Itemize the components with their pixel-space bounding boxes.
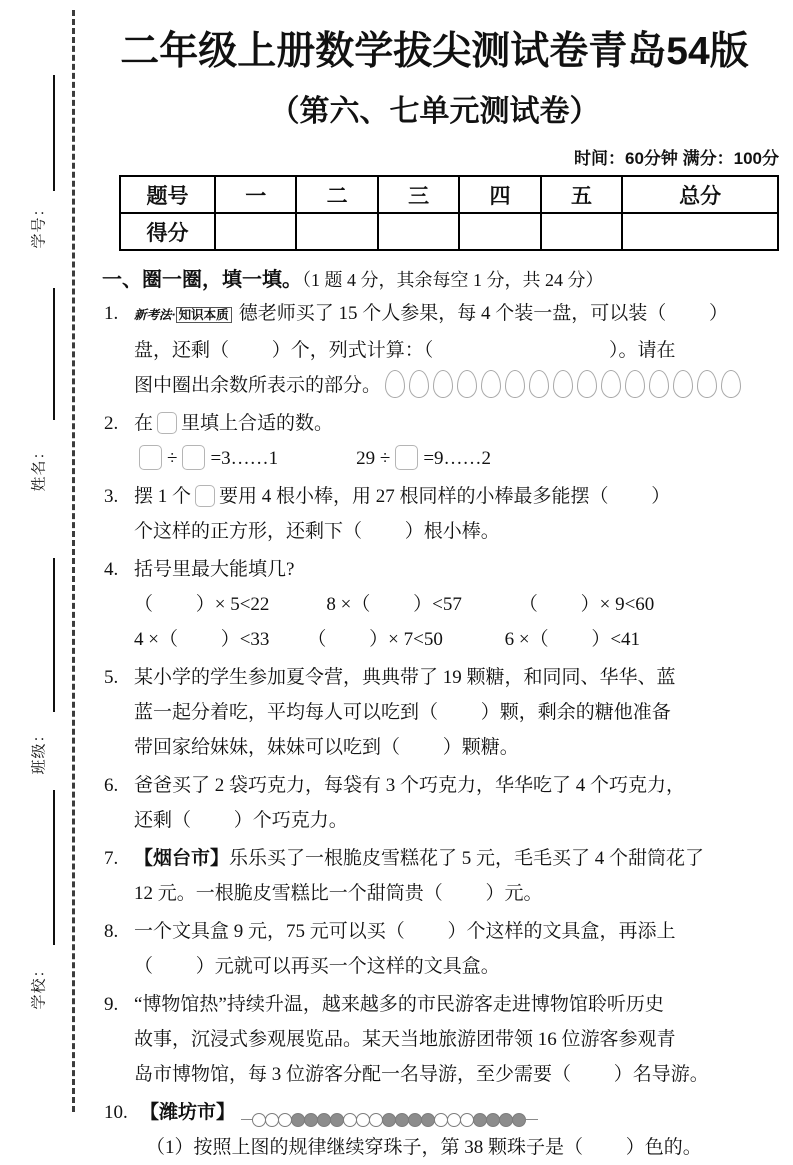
city-tag-yantai: 【烟台市】	[134, 848, 230, 869]
egg-row	[385, 370, 741, 398]
question-number: 5.	[104, 667, 119, 688]
answer-box	[157, 412, 177, 434]
bead-white	[278, 1113, 292, 1127]
score-table-header-cell: 四	[459, 176, 540, 213]
egg-shape	[409, 370, 429, 398]
sidebar-writein-line	[53, 790, 55, 945]
question-line: 还剩（ ）个巧克力。	[134, 810, 348, 831]
question-5	[104, 660, 785, 765]
question-line: 12 元。一根脆皮雪糕比一个甜筒贵（ ）元。	[134, 883, 543, 904]
score-table-header-cell: 题号	[120, 176, 215, 213]
sidebar-writein-line	[53, 288, 55, 420]
bead-white	[369, 1113, 383, 1127]
bead-gray	[330, 1113, 344, 1127]
bead-gray	[408, 1113, 422, 1127]
question-7	[104, 841, 785, 911]
score-table-header-cell: 三	[378, 176, 459, 213]
seal-dashed-line	[72, 10, 75, 1112]
question-text: 里填上合适的数。	[181, 413, 334, 434]
bead-gray	[421, 1113, 435, 1127]
sidebar-label-school: 学校：	[31, 961, 48, 1010]
egg-shape	[529, 370, 549, 398]
bead-white	[447, 1113, 461, 1127]
question-number: 9.	[104, 994, 119, 1015]
score-cell-empty	[215, 213, 296, 250]
score-cell-empty	[296, 213, 377, 250]
question-line	[134, 368, 785, 403]
string-end	[526, 1119, 538, 1120]
egg-shape	[697, 370, 717, 398]
egg-shape	[601, 370, 621, 398]
egg-shape	[553, 370, 573, 398]
question-1	[104, 296, 785, 403]
main-content	[84, 0, 793, 1165]
question-line: 爸爸买了 2 袋巧克力，每袋有 3 个巧克力，华华吃了 4 个巧克力，	[134, 775, 686, 796]
question-line: 某小学的学生参加夏令营，典典带了 19 颗糖，和同同、华华、蓝	[134, 667, 676, 688]
question-line: 蓝一起分着吃，平均每人可以吃到（ ）颗，剩余的糖他准备	[134, 702, 671, 723]
inequality-row: 4 ×（ ）<33 （ ）× 7<50 6 ×（ ）<41	[134, 629, 641, 650]
question-line	[134, 296, 785, 333]
equation-left: 29 ÷	[356, 448, 391, 469]
section-1-points-note: （1 题 4 分，其余每空 1 分，共 24 分）	[302, 270, 604, 290]
equation-line	[134, 441, 785, 476]
score-cell-empty	[378, 213, 459, 250]
divide-sign: ÷	[167, 448, 178, 469]
question-9	[104, 987, 785, 1092]
question-text: 在	[134, 413, 154, 434]
new-method-badge: 新考法·	[134, 308, 176, 322]
question-text: 摆 1 个	[134, 486, 192, 507]
bead-gray	[473, 1113, 487, 1127]
bead-white	[343, 1113, 357, 1127]
inequality-row: （ ）× 5<22 8 ×（ ）<57 （ ）× 9<60	[134, 594, 655, 615]
sub-question-1: （1）按照上图的规律继续穿珠子，第 38 颗珠子是（ ）色的。	[146, 1137, 702, 1158]
egg-shape	[481, 370, 501, 398]
answer-box	[195, 485, 215, 507]
score-table-header-cell: 二	[296, 176, 377, 213]
egg-shape	[625, 370, 645, 398]
question-line	[134, 479, 785, 514]
bead-white	[460, 1113, 474, 1127]
score-table-header-cell: 一	[215, 176, 296, 213]
seal-margin-sidebar	[0, 0, 84, 1122]
bead-gray	[291, 1113, 305, 1127]
question-line	[134, 406, 785, 441]
egg-shape	[385, 370, 405, 398]
egg-shape	[433, 370, 453, 398]
equation-result: =9……2	[423, 448, 492, 469]
bead-white	[265, 1113, 279, 1127]
question-line: 一个文具盒 9 元，75 元可以买（ ）个这样的文具盒，再添上	[134, 921, 676, 942]
question-line: 盘，还剩（ ）个，列式计算：（ ）。请在	[134, 340, 676, 361]
question-line	[134, 841, 785, 876]
exam-time-score-info: 时间：60分钟 满分：100分	[574, 149, 779, 168]
answer-box	[395, 445, 418, 470]
bead-gray	[317, 1113, 331, 1127]
question-2	[104, 406, 785, 476]
egg-shape	[721, 370, 741, 398]
score-table-score-row	[120, 213, 778, 250]
question-number: 3.	[104, 486, 119, 507]
question-4	[104, 552, 785, 657]
page-title: 二年级上册数学拔尖测试卷青岛54版	[120, 30, 749, 73]
bead-string	[241, 1113, 538, 1127]
answer-box	[139, 445, 162, 470]
score-cell-empty	[459, 213, 540, 250]
question-text: 德老师买了 15 个人参果，每 4 个装一盘，可以装（ ）	[238, 303, 728, 324]
bead-gray	[304, 1113, 318, 1127]
question-text: 图中圈出余数所表示的部分。	[134, 375, 382, 396]
question-line: 个这样的正方形，还剩下（ ）根小棒。	[134, 521, 500, 542]
question-line: （ ）元就可以再买一个这样的文具盒。	[134, 956, 500, 977]
question-number: 1.	[104, 303, 119, 324]
sidebar-label-name: 姓名：	[31, 443, 48, 492]
question-line: 故事，沉浸式参观展览品。某天当地旅游团带领 16 位游客参观青	[134, 1029, 676, 1050]
bead-gray	[512, 1113, 526, 1127]
answer-box	[182, 445, 205, 470]
equation-result: =3……1	[210, 448, 279, 469]
question-3	[104, 479, 785, 549]
score-cell-empty	[622, 213, 778, 250]
score-table	[119, 175, 779, 251]
question-number: 8.	[104, 921, 119, 942]
page-subtitle: （第六、七单元测试卷）	[269, 95, 600, 128]
question-line: 括号里最大能填几?	[134, 559, 295, 580]
sidebar-writein-line	[53, 558, 55, 712]
bead-gray	[486, 1113, 500, 1127]
question-line	[140, 1095, 785, 1130]
egg-shape	[577, 370, 597, 398]
question-text: 乐乐买了一根脆皮雪糕花了 5 元，毛毛买了 4 个甜筒花了	[229, 848, 705, 869]
sidebar-label-class: 班级：	[31, 726, 48, 775]
bead-white	[434, 1113, 448, 1127]
knowledge-essence-badge: 知识本质	[176, 307, 232, 323]
bead-white	[356, 1113, 370, 1127]
score-table-header-row	[120, 176, 778, 213]
egg-shape	[505, 370, 525, 398]
question-line: 带回家给妹妹，妹妹可以吃到（ ）颗糖。	[134, 737, 519, 758]
question-8	[104, 914, 785, 984]
question-10	[104, 1095, 785, 1165]
question-line: 岛市博物馆，每 3 位游客分配一名导游，至少需要（ ）名导游。	[134, 1064, 709, 1085]
bead-gray	[382, 1113, 396, 1127]
question-number: 10.	[104, 1102, 128, 1123]
question-number: 4.	[104, 559, 119, 580]
bead-white	[252, 1113, 266, 1127]
question-line: “博物馆热”持续升温，越来越多的市民游客走进博物馆聆听历史	[134, 994, 664, 1015]
question-number: 6.	[104, 775, 119, 796]
question-number: 7.	[104, 848, 119, 869]
sidebar-label-student-id: 学号：	[31, 200, 48, 249]
question-list	[104, 296, 785, 1165]
sidebar-writein-line	[53, 75, 55, 191]
city-tag-weifang: 【潍坊市】	[140, 1102, 236, 1123]
egg-shape	[457, 370, 477, 398]
bead-gray	[395, 1113, 409, 1127]
score-table-header-cell: 五	[541, 176, 622, 213]
score-row-label: 得分	[120, 213, 215, 250]
egg-shape	[649, 370, 669, 398]
egg-shape	[673, 370, 693, 398]
section-1-heading	[102, 263, 785, 292]
section-1-title: 一、圈一圈，填一填。	[102, 269, 302, 291]
bead-gray	[499, 1113, 513, 1127]
question-6	[104, 768, 785, 838]
score-cell-empty	[541, 213, 622, 250]
question-text: 要用 4 根小棒，用 27 根同样的小棒最多能摆（ ）	[219, 486, 671, 507]
question-number: 2.	[104, 413, 119, 434]
score-table-header-cell: 总分	[622, 176, 778, 213]
